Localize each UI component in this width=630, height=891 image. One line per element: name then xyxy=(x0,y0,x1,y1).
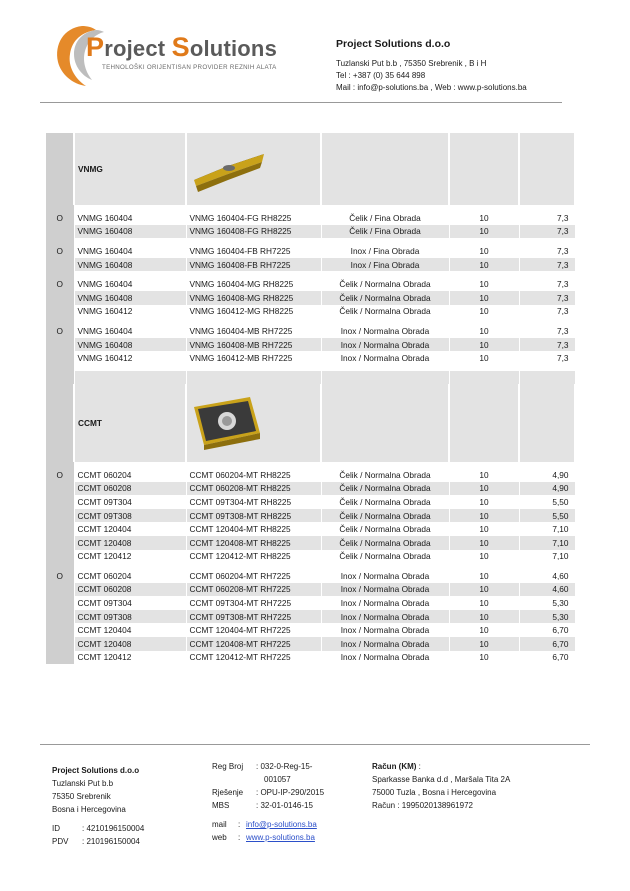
price: 7,3 xyxy=(519,338,575,352)
table-row xyxy=(46,468,575,482)
operation: Čelik / Fina Obrada xyxy=(321,225,449,239)
operation: Čelik / Normalna Obrada xyxy=(321,495,449,509)
insert-code: CCMT 120404 xyxy=(74,522,186,536)
price: 4,60 xyxy=(519,583,575,597)
insert-code: VNMG 160404 xyxy=(74,244,186,258)
table-row xyxy=(46,211,575,225)
insert-code: CCMT 09T304 xyxy=(74,495,186,509)
family-header-row xyxy=(46,133,575,205)
quantity: 10 xyxy=(449,583,519,597)
price: 7,3 xyxy=(519,351,575,365)
insert-code: CCMT 120404 xyxy=(74,623,186,637)
row-marker xyxy=(46,651,74,665)
operation: Inox / Normalna Obrada xyxy=(321,583,449,597)
quantity: 10 xyxy=(449,623,519,637)
operation: Inox / Fina Obrada xyxy=(321,258,449,272)
footer-mail: mail : info@p-solutions.ba xyxy=(212,820,317,829)
price: 4,90 xyxy=(519,468,575,482)
price: 6,70 xyxy=(519,623,575,637)
price: 7,3 xyxy=(519,225,575,239)
row-marker xyxy=(46,550,74,564)
insert-code: VNMG 160412 xyxy=(74,305,186,319)
price-table xyxy=(46,133,576,664)
price: 4,90 xyxy=(519,482,575,496)
price: 7,3 xyxy=(519,305,575,319)
article-code: VNMG 160412-MG RH8225 xyxy=(186,305,321,319)
operation: Inox / Normalna Obrada xyxy=(321,324,449,338)
article-code: CCMT 09T304-MT RH8225 xyxy=(186,495,321,509)
logo-tagline: TEHNOLOŠKI ORIJENTISAN PROVIDER REZNIH ALATA xyxy=(102,64,277,71)
quantity: 10 xyxy=(449,258,519,272)
family-marker xyxy=(46,384,74,462)
footer-reg: Reg Broj : 032-0-Reg-15- xyxy=(212,762,313,771)
operation: Čelik / Normalna Obrada xyxy=(321,468,449,482)
article-code: CCMT 060204-MT RH8225 xyxy=(186,468,321,482)
quantity: 10 xyxy=(449,637,519,651)
article-code: CCMT 060208-MT RH7225 xyxy=(186,583,321,597)
company-logo xyxy=(52,22,277,90)
footer-street: Tuzlanski Put b.b xyxy=(52,779,114,788)
row-marker xyxy=(46,522,74,536)
quantity: 10 xyxy=(449,305,519,319)
family-image xyxy=(186,133,321,205)
quantity: 10 xyxy=(449,324,519,338)
article-code: VNMG 160408-FG RH8225 xyxy=(186,225,321,239)
table-row xyxy=(46,338,575,352)
price: 7,3 xyxy=(519,291,575,305)
quantity: 10 xyxy=(449,291,519,305)
quantity: 10 xyxy=(449,522,519,536)
insert-code: CCMT 120412 xyxy=(74,651,186,665)
price: 7,3 xyxy=(519,211,575,225)
operation: Inox / Normalna Obrada xyxy=(321,569,449,583)
insert-code: CCMT 120408 xyxy=(74,536,186,550)
table-row xyxy=(46,596,575,610)
price: 7,3 xyxy=(519,244,575,258)
company-name: Project Solutions d.o.o xyxy=(336,38,451,50)
price: 4,60 xyxy=(519,569,575,583)
quantity: 10 xyxy=(449,244,519,258)
article-code: CCMT 120404-MT RH8225 xyxy=(186,522,321,536)
table-row xyxy=(46,569,575,583)
quantity: 10 xyxy=(449,569,519,583)
insert-code: CCMT 060208 xyxy=(74,583,186,597)
article-code: VNMG 160408-MB RH7225 xyxy=(186,338,321,352)
family-label: CCMT xyxy=(74,384,186,462)
family-image xyxy=(186,384,321,462)
operation: Čelik / Normalna Obrada xyxy=(321,536,449,550)
footer-country: Bosna i Hercegovina xyxy=(52,805,126,814)
article-code: VNMG 160408-FB RH7225 xyxy=(186,258,321,272)
operation: Inox / Normalna Obrada xyxy=(321,651,449,665)
price: 7,10 xyxy=(519,536,575,550)
row-marker: O xyxy=(46,244,74,258)
footer-reg-cont: 001057 xyxy=(264,775,291,784)
article-code: VNMG 160412-MB RH7225 xyxy=(186,351,321,365)
insert-code: VNMG 160412 xyxy=(74,351,186,365)
quantity: 10 xyxy=(449,610,519,624)
footer-company-name: Project Solutions d.o.o xyxy=(52,766,140,775)
price: 6,70 xyxy=(519,651,575,665)
operation: Inox / Normalna Obrada xyxy=(321,623,449,637)
quantity: 10 xyxy=(449,509,519,523)
footer-divider xyxy=(40,744,590,745)
article-code: VNMG 160404-FB RH7225 xyxy=(186,244,321,258)
table-row xyxy=(46,623,575,637)
price: 7,3 xyxy=(519,277,575,291)
price-table-body xyxy=(46,133,575,664)
table-row xyxy=(46,305,575,319)
price: 7,10 xyxy=(519,550,575,564)
operation: Čelik / Normalna Obrada xyxy=(321,277,449,291)
table-row xyxy=(46,277,575,291)
price: 5,30 xyxy=(519,596,575,610)
operation: Inox / Normalna Obrada xyxy=(321,338,449,352)
footer-registration xyxy=(212,760,324,844)
row-marker xyxy=(46,637,74,651)
quantity: 10 xyxy=(449,225,519,239)
price: 5,50 xyxy=(519,509,575,523)
insert-code: CCMT 09T304 xyxy=(74,596,186,610)
ccmt-insert-icon xyxy=(190,443,264,453)
insert-code: CCMT 060204 xyxy=(74,468,186,482)
price: 5,30 xyxy=(519,610,575,624)
article-code: CCMT 120412-MT RH8225 xyxy=(186,550,321,564)
row-marker xyxy=(46,351,74,365)
table-row xyxy=(46,651,575,665)
operation: Inox / Fina Obrada xyxy=(321,244,449,258)
price: 6,70 xyxy=(519,637,575,651)
quantity: 10 xyxy=(449,351,519,365)
header-divider xyxy=(40,102,562,103)
row-marker xyxy=(46,536,74,550)
quantity: 10 xyxy=(449,596,519,610)
article-code: VNMG 160404-MB RH7225 xyxy=(186,324,321,338)
article-code: CCMT 09T304-MT RH7225 xyxy=(186,596,321,610)
article-code: CCMT 09T308-MT RH7225 xyxy=(186,610,321,624)
row-marker: O xyxy=(46,324,74,338)
operation: Inox / Normalna Obrada xyxy=(321,351,449,365)
article-code: VNMG 160404-FG RH8225 xyxy=(186,211,321,225)
price: 7,10 xyxy=(519,522,575,536)
insert-code: CCMT 120408 xyxy=(74,637,186,651)
logo-wordmark: Project Solutions xyxy=(86,32,277,62)
row-marker xyxy=(46,338,74,352)
operation: Čelik / Normalna Obrada xyxy=(321,291,449,305)
footer-bank: Račun (KM) : Sparkasse Banka d.d , Maršala Tita 2A 75000 Tuzla , Bosna i Hercegovina Račun : 1995020138961972 xyxy=(372,762,511,810)
insert-code: CCMT 060204 xyxy=(74,569,186,583)
operation: Inox / Normalna Obrada xyxy=(321,596,449,610)
row-marker: O xyxy=(46,277,74,291)
insert-code: CCMT 09T308 xyxy=(74,610,186,624)
company-tel: Tel : +387 (0) 35 644 898 xyxy=(336,71,426,80)
footer-bank-name: Sparkasse Banka d.d , Maršala Tita 2A xyxy=(372,775,511,784)
insert-code: VNMG 160404 xyxy=(74,324,186,338)
insert-code: CCMT 09T308 xyxy=(74,509,186,523)
operation: Čelik / Normalna Obrada xyxy=(321,522,449,536)
quantity: 10 xyxy=(449,468,519,482)
table-row xyxy=(46,509,575,523)
article-code: CCMT 060208-MT RH8225 xyxy=(186,482,321,496)
table-row xyxy=(46,522,575,536)
insert-code: CCMT 120412 xyxy=(74,550,186,564)
footer-mbs: MBS : 32-01-0146-15 xyxy=(212,801,313,810)
table-row xyxy=(46,225,575,239)
quantity: 10 xyxy=(449,211,519,225)
operation: Čelik / Normalna Obrada xyxy=(321,550,449,564)
web-link[interactable]: www.p-solutions.ba xyxy=(246,833,315,842)
table-spacer xyxy=(46,371,575,384)
table-row xyxy=(46,291,575,305)
table-row xyxy=(46,583,575,597)
row-marker xyxy=(46,291,74,305)
insert-code: VNMG 160408 xyxy=(74,338,186,352)
quantity: 10 xyxy=(449,550,519,564)
table-row xyxy=(46,495,575,509)
table-row xyxy=(46,324,575,338)
row-marker xyxy=(46,610,74,624)
row-marker: O xyxy=(46,569,74,583)
company-address: Tuzlanski Put b.b , 75350 Srebrenik , B i H xyxy=(336,59,487,68)
quantity: 10 xyxy=(449,536,519,550)
operation: Čelik / Normalna Obrada xyxy=(321,482,449,496)
footer-web: web : www.p-solutions.ba xyxy=(212,833,315,842)
table-row xyxy=(46,610,575,624)
row-marker xyxy=(46,583,74,597)
price: 7,3 xyxy=(519,258,575,272)
table-row xyxy=(46,637,575,651)
article-code: VNMG 160404-MG RH8225 xyxy=(186,277,321,291)
insert-code: VNMG 160408 xyxy=(74,291,186,305)
article-code: CCMT 120408-MT RH7225 xyxy=(186,637,321,651)
family-marker xyxy=(46,133,74,205)
family-label: VNMG xyxy=(74,133,186,205)
quantity: 10 xyxy=(449,651,519,665)
footer-rjesenje: Rješenje : OPU-IP-290/2015 xyxy=(212,788,325,797)
footer-city: 75350 Srebrenik xyxy=(52,792,111,801)
table-row xyxy=(46,536,575,550)
insert-code: CCMT 060208 xyxy=(74,482,186,496)
quantity: 10 xyxy=(449,495,519,509)
footer-bank-city: 75000 Tuzla , Bosna i Hercegovina xyxy=(372,788,497,797)
operation: Čelik / Normalna Obrada xyxy=(321,509,449,523)
row-marker xyxy=(46,623,74,637)
operation: Čelik / Normalna Obrada xyxy=(321,305,449,319)
operation: Čelik / Fina Obrada xyxy=(321,211,449,225)
table-row xyxy=(46,258,575,272)
row-marker: O xyxy=(46,211,74,225)
row-marker xyxy=(46,509,74,523)
operation: Inox / Normalna Obrada xyxy=(321,610,449,624)
article-code: CCMT 120404-MT RH7225 xyxy=(186,623,321,637)
company-contact: Mail : info@p-solutions.ba , Web : www.p-solutions.ba xyxy=(336,83,527,92)
row-marker xyxy=(46,225,74,239)
row-marker xyxy=(46,258,74,272)
row-marker: O xyxy=(46,468,74,482)
price: 7,3 xyxy=(519,324,575,338)
footer-bank-title: Račun (KM) xyxy=(372,762,417,771)
article-code: CCMT 120412-MT RH7225 xyxy=(186,651,321,665)
footer-id: ID : 4210196150004 xyxy=(52,824,145,833)
company-info xyxy=(336,38,527,94)
insert-code: VNMG 160404 xyxy=(74,211,186,225)
footer-company xyxy=(52,764,144,848)
operation: Inox / Normalna Obrada xyxy=(321,637,449,651)
quantity: 10 xyxy=(449,338,519,352)
price: 5,50 xyxy=(519,495,575,509)
table-row xyxy=(46,244,575,258)
quantity: 10 xyxy=(449,482,519,496)
article-code: VNMG 160408-MG RH8225 xyxy=(186,291,321,305)
family-header-row xyxy=(46,384,575,462)
row-marker xyxy=(46,495,74,509)
insert-code: VNMG 160408 xyxy=(74,225,186,239)
vnmg-insert-icon xyxy=(190,188,268,198)
article-code: CCMT 120408-MT RH8225 xyxy=(186,536,321,550)
row-marker xyxy=(46,305,74,319)
row-marker xyxy=(46,482,74,496)
footer-pdv: PDV : 210196150004 xyxy=(52,837,140,846)
table-row xyxy=(46,550,575,564)
table-row xyxy=(46,351,575,365)
row-marker xyxy=(46,596,74,610)
quantity: 10 xyxy=(449,277,519,291)
insert-code: VNMG 160408 xyxy=(74,258,186,272)
footer-bank-account: Račun : 1995020138961972 xyxy=(372,801,473,810)
insert-code: VNMG 160404 xyxy=(74,277,186,291)
article-code: CCMT 09T308-MT RH8225 xyxy=(186,509,321,523)
mail-link[interactable]: info@p-solutions.ba xyxy=(246,820,317,829)
article-code: CCMT 060204-MT RH7225 xyxy=(186,569,321,583)
table-row xyxy=(46,482,575,496)
